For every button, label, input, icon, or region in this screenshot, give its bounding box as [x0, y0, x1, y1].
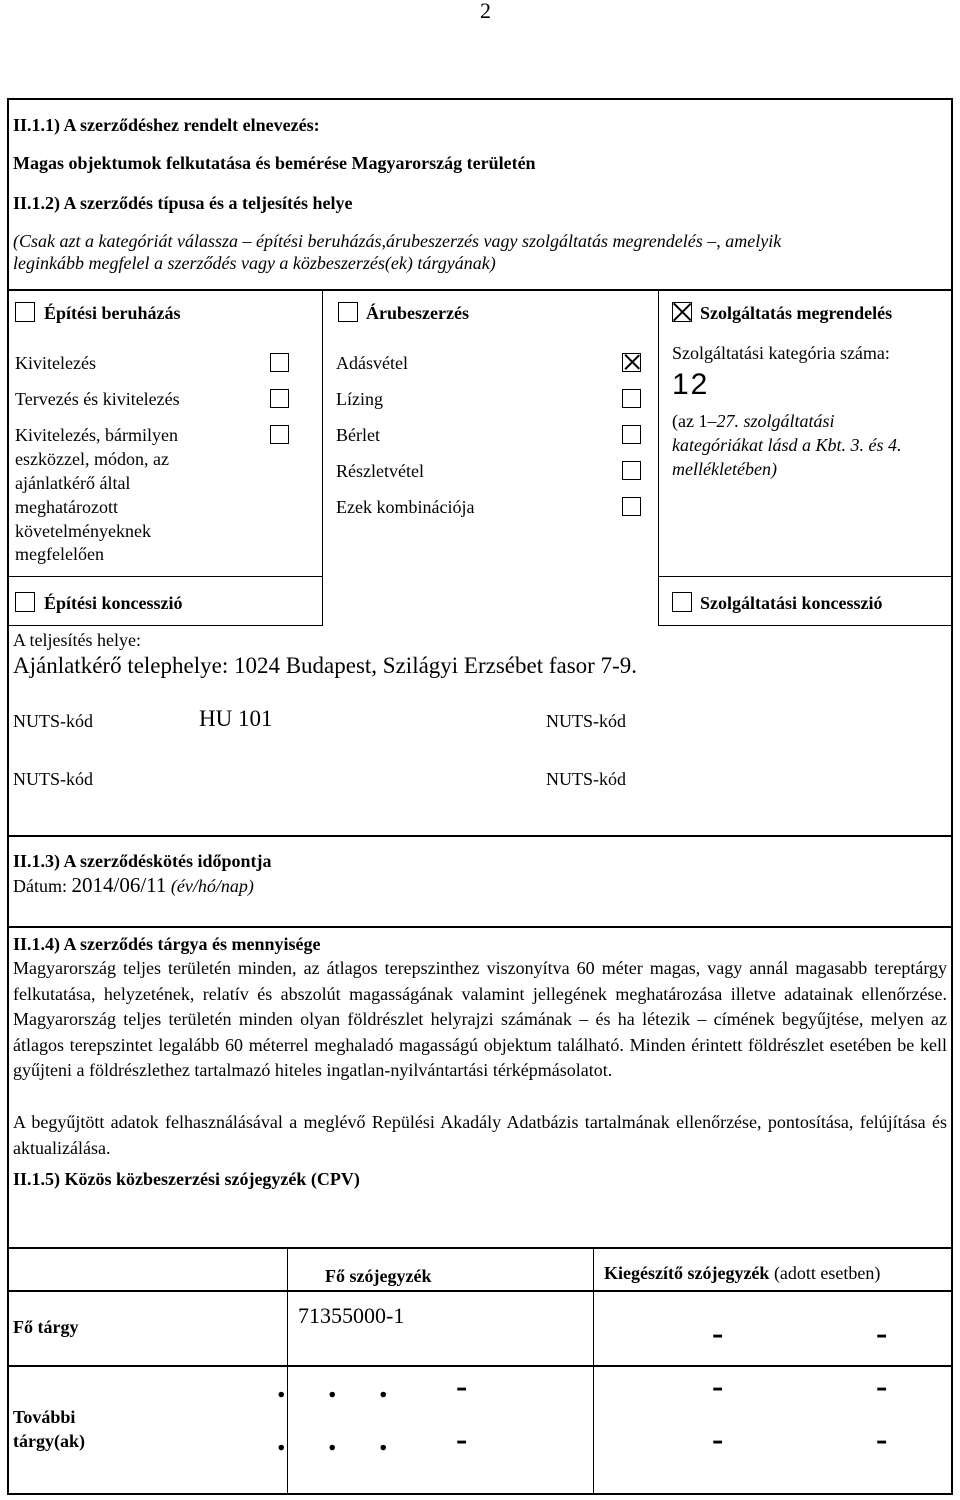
works-option-checkbox[interactable] — [270, 389, 289, 408]
service-note-part: (az 1 — [672, 411, 708, 431]
section-heading-name: II.1.1) A szerződéshez rendelt elnevezés: — [13, 115, 320, 135]
cpv-col-supplementary — [604, 1262, 880, 1284]
column-divider — [322, 289, 323, 625]
nuts-label: NUTS-kód — [13, 769, 93, 789]
nuts-value: HU 101 — [199, 706, 273, 731]
supplies-option-checkbox-checked[interactable] — [622, 353, 641, 372]
supplies-option-checkbox[interactable] — [622, 389, 641, 408]
service-concession-label: Szolgáltatási koncesszió — [700, 593, 883, 613]
section-heading-date: II.1.3) A szerződéskötés időpontja — [13, 851, 272, 871]
page-number: 2 — [480, 0, 491, 23]
instruction-line: (Csak azt a kategóriát válassza – építési beruházás,árubeszerzés vagy szolgáltatás megrendelés –, amelyik — [13, 231, 782, 251]
works-option-checkbox[interactable] — [270, 425, 289, 444]
cpv-empty-dash: - — [876, 1368, 888, 1405]
divider — [7, 1290, 953, 1292]
works-option: Tervezés és kivitelezés — [15, 389, 180, 409]
service-note — [672, 410, 835, 432]
section-heading-cpv: II.1.5) Közös közbeszerzési szójegyzék (CPV) — [13, 1169, 360, 1189]
works-concession-checkbox[interactable] — [15, 592, 35, 612]
service-note-part: 27. szolgáltatási — [716, 411, 835, 431]
category-services: Szolgáltatás megrendelés — [700, 303, 893, 323]
service-category-value: 12 — [672, 368, 710, 401]
works-option-checkbox[interactable] — [270, 353, 289, 372]
divider — [7, 1247, 953, 1249]
cpv-col-supp-bold: Kiegészítő szójegyzék — [604, 1263, 770, 1283]
service-category-label: Szolgáltatási kategória száma: — [672, 343, 890, 363]
divider — [658, 576, 953, 577]
divider — [658, 625, 953, 626]
section-heading-type: II.1.2) A szerződés típusa és a teljesítés helye — [13, 193, 353, 213]
supplies-option: Részletvétel — [336, 461, 424, 481]
divider — [7, 926, 953, 928]
works-concession-label: Építési koncesszió — [44, 593, 183, 613]
cpv-dots-text: . . . — [277, 1421, 388, 1458]
supplies-option-checkbox[interactable] — [622, 461, 641, 480]
cpv-dots — [277, 1370, 388, 1404]
nuts-label: NUTS-kód — [546, 769, 626, 789]
column-divider — [593, 1247, 594, 1495]
divider — [7, 835, 953, 837]
supplies-option: Lízing — [336, 389, 383, 409]
category-works: Építési beruházás — [44, 303, 181, 323]
cpv-dots-text: . . . — [277, 1368, 388, 1405]
contract-title: Magas objektumok felkutatása és bemérése Magyarország területén — [13, 153, 536, 173]
works-option-line: ajánlatkérő által — [15, 473, 131, 493]
date-row — [13, 874, 254, 897]
cpv-empty-dash: - — [876, 1421, 888, 1458]
place-value: Ajánlatkérő telephelye: 1024 Budapest, Szilágyi Erzsébet fasor 7-9. — [13, 653, 637, 678]
cpv-empty-dash: - — [876, 1315, 888, 1352]
cpv-empty-dash: - — [456, 1368, 468, 1405]
date-value: 2014/06/11 — [71, 873, 167, 897]
supplies-option: Ezek kombinációja — [336, 497, 475, 517]
works-option: Kivitelezés — [15, 353, 96, 373]
divider — [7, 1365, 953, 1367]
cpv-col-main: Fő szójegyzék — [325, 1266, 432, 1286]
subject-paragraph: Magyarország teljes területén minden, az átlagos terepszinthez viszonyítva 60 méter magas, vagy annál magasabb tereptárgy felkutatása, helyzetének, relatív és abszolút magasságának valamint jellegének meghatározása illetve adatainak ellenőrzése. Magyarország teljes területén minden olyan földrészlet helyrajzi számának – és ha létezik – címének begyűjtése, melyen az átlagos terepszintet legalább 60 méterrel meghaladó magasságú objektum található. Minden érintett földrészlet esetében be kell gyűjteni a földrészlethez tartalmazó hiteles ingatlan-nyilvántartási térképmásolatot. — [13, 958, 947, 1081]
supplies-checkbox[interactable] — [338, 302, 358, 322]
works-option-line: Kivitelezés, bármilyen — [15, 425, 178, 445]
subject-paragraph: A begyűjtött adatok felhasználásával a meglévő Repülési Akadály Adatbázis tartalmának ellenőrzése, pontosítása, felújítása és aktualizálása. — [13, 1112, 947, 1158]
divider — [7, 576, 323, 577]
service-note: mellékletében) — [672, 459, 777, 479]
divider — [7, 289, 953, 291]
date-label: Dátum: — [13, 876, 67, 896]
service-concession-checkbox[interactable] — [672, 592, 692, 612]
cpv-empty-dash: - — [712, 1368, 724, 1405]
divider — [7, 625, 323, 626]
supplies-option-checkbox[interactable] — [622, 497, 641, 516]
nuts-label: NUTS-kód — [546, 711, 626, 731]
cpv-main-code: 71355000-1 — [298, 1303, 405, 1328]
works-option-line: megfelelően — [15, 544, 104, 564]
works-checkbox[interactable] — [15, 302, 35, 322]
cpv-empty-dash: - — [712, 1421, 724, 1458]
instruction-line: leginkább megfelel a szerződés vagy a közbeszerzés(ek) tárgyának) — [13, 253, 496, 273]
cpv-dots — [277, 1423, 388, 1457]
services-checkbox-checked[interactable] — [672, 302, 692, 322]
cpv-col-supp-rest: (adott esetben) — [773, 1263, 881, 1283]
works-option-line: meghatározott — [15, 497, 118, 517]
category-supplies: Árubeszerzés — [366, 303, 469, 323]
supplies-option: Adásvétel — [336, 353, 408, 373]
nuts-label: NUTS-kód — [13, 711, 93, 731]
works-option-line: eszközzel, módon, az — [15, 449, 169, 469]
column-divider — [658, 289, 659, 625]
supplies-option-checkbox[interactable] — [622, 425, 641, 444]
cpv-empty-dash: - — [456, 1421, 468, 1458]
cpv-empty-dash: - — [712, 1315, 724, 1352]
cpv-row-other: További — [13, 1407, 76, 1427]
section-heading-subject: II.1.4) A szerződés tárgya és mennyisége — [13, 934, 321, 954]
place-label: A teljesítés helye: — [13, 630, 141, 650]
service-note-part: – — [707, 411, 717, 431]
supplies-option: Bérlet — [336, 425, 380, 445]
cpv-row-main: Fő tárgy — [13, 1317, 79, 1337]
date-format: (év/hó/nap) — [170, 876, 254, 896]
cpv-row-other: tárgy(ak) — [13, 1431, 85, 1451]
works-option-line: követelményeknek — [15, 521, 151, 541]
service-note: kategóriákat lásd a Kbt. 3. és 4. — [672, 435, 902, 455]
